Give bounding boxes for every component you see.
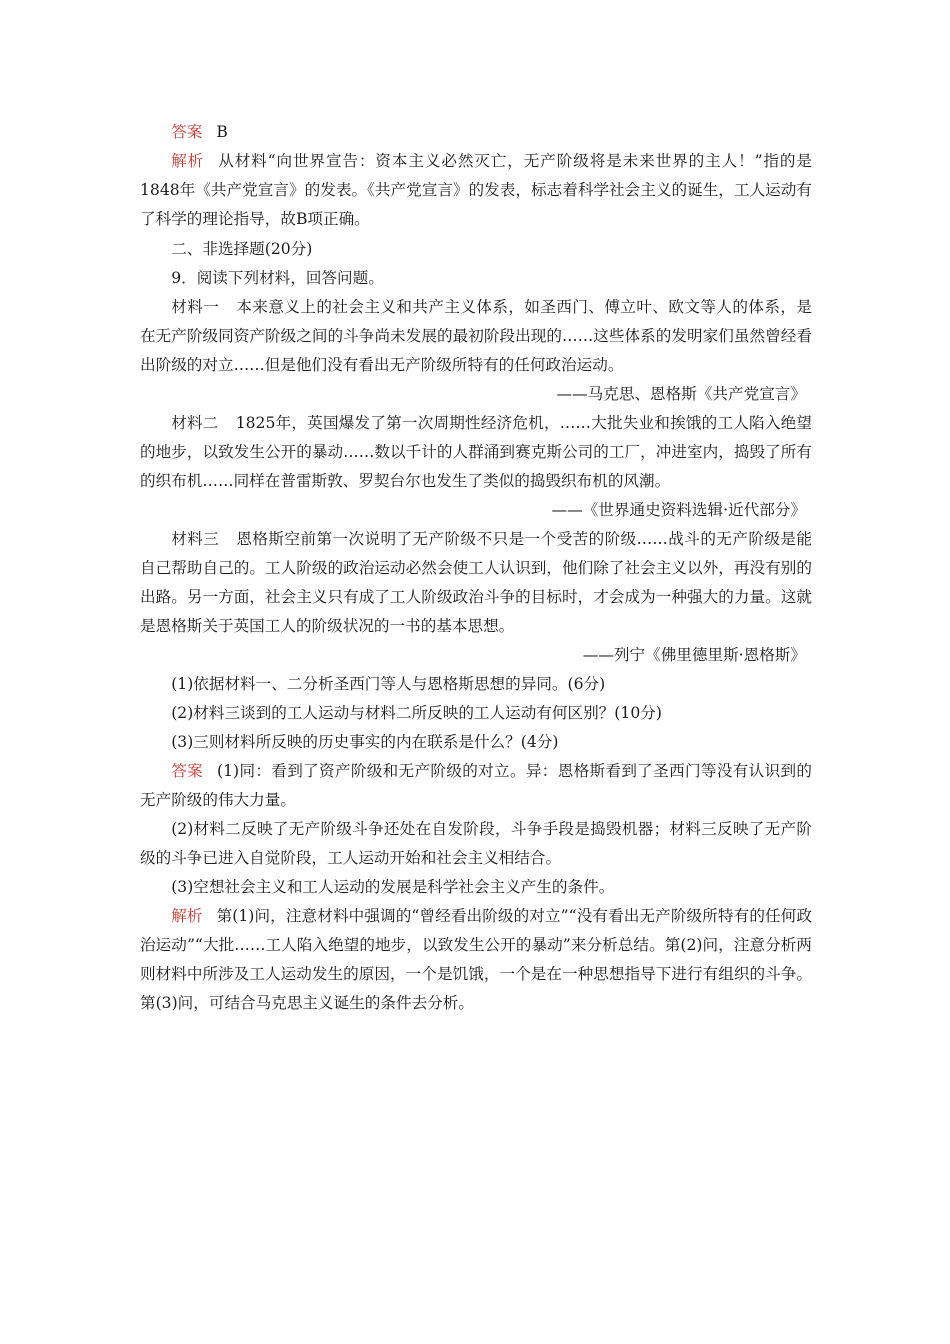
answer-label: 答案 bbox=[171, 762, 204, 780]
analysis-text: 第(1)问，注意材料中强调的“曾经看出阶级的对立”“没有看出无产阶级所特有的任何政治运动”“大批……工人陷入绝望的地步，以致发生公开的暴动”来分析总结。第(2)问，注意分析两则材料中所涉及工人运动发生的原因，一个是饥饿，一个是在一种思想指导下进行有组织的斗争。第(3)问，可结合马克思主义诞生的条件去分析。 bbox=[140, 907, 812, 1012]
question-item: (3)三则材料所反映的历史事实的内在联系是什么？(4分) bbox=[171, 733, 559, 751]
answer-text: (1)同：看到了资产阶级和无产阶级的对立。异：恩格斯看到了圣西门等没有认识到的无产阶级的伟大力量。 bbox=[140, 762, 812, 809]
answer-item-1 bbox=[140, 757, 812, 815]
material-text: 恩格斯空前第一次说明了无产阶级不只是一个受苦的阶级……战斗的无产阶级是能自己帮助自己的。工人阶级的政治运动必然会使工人认识到，他们除了社会主义以外，再没有别的出路。另一方面，社会主义只有成了工人阶级政治斗争的目标时，才会成为一种强大的力量。这就是恩格斯关于英国工人的阶级状况的一书的基本思想。 bbox=[140, 530, 812, 635]
material-label: 材料三 bbox=[171, 530, 220, 548]
material-text: 1825年，英国爆发了第一次周期性经济危机，……大批失业和挨饿的工人陷入绝望的地步，以致发生公开的暴动……数以千计的人群涌到赛克斯公司的工厂，冲进室内，捣毁了所有的织布机……同样在普雷斯敦、罗契台尔也发生了类似的捣毁织布机的风潮。 bbox=[140, 414, 812, 490]
answer-value: B bbox=[216, 123, 228, 141]
analysis-label: 解析 bbox=[171, 907, 203, 925]
material-label: 材料一 bbox=[171, 298, 220, 316]
analysis-paragraph-1 bbox=[140, 147, 812, 234]
material-label: 材料二 bbox=[171, 414, 219, 432]
analysis-text: 从材料“向世界宣告：资本主义必然灭亡，无产阶级将是未来世界的主人！”指的是1848年《共产党宣言》的发表。《共产党宣言》的发表，标志着科学社会主义的诞生，工人运动有了科学的理论指导，故B项正确。 bbox=[140, 152, 812, 228]
material-text: 本来意义上的社会主义和共产主义体系，如圣西门、傅立叶、欧文等人的体系，是在无产阶级同资产阶级之间的斗争尚未发展的最初阶段出现的……这些体系的发明家们虽然曾经看出阶级的对立……但是他们没有看出无产阶级所特有的任何政治运动。 bbox=[140, 298, 812, 374]
material-2 bbox=[140, 409, 812, 496]
material-source: ——马克思、恩格斯《共产党宣言》 bbox=[556, 385, 806, 403]
question-item: (1)依据材料一、二分析圣西门等人与恩格斯思想的异同。(6分) bbox=[171, 675, 606, 693]
answer-item-2: (2)材料二反映了无产阶级斗争还处在自发阶段，斗争手段是捣毁机器；材料三反映了无产阶级的斗争已进入自觉阶段，工人运动开始和社会主义相结合。 bbox=[140, 820, 812, 867]
answer-label: 答案 bbox=[171, 123, 203, 141]
material-1 bbox=[140, 293, 812, 380]
question-item: (2)材料三谈到的工人运动与材料二所反映的工人运动有何区别？(10分) bbox=[171, 704, 662, 722]
material-source: ——《世界通史资料选辑·近代部分》 bbox=[551, 501, 806, 519]
question-intro: 9．阅读下列材料，回答问题。 bbox=[171, 269, 384, 287]
analysis-paragraph-2 bbox=[140, 902, 812, 1018]
material-source: ——列宁《佛里德里斯·恩格斯》 bbox=[582, 646, 806, 664]
material-3 bbox=[140, 525, 812, 641]
answer-line-1 bbox=[140, 118, 812, 147]
section-heading: 二、非选择题(20分) bbox=[171, 240, 313, 258]
analysis-label: 解析 bbox=[171, 152, 205, 170]
document-page bbox=[140, 118, 812, 1018]
answer-item-3: (3)空想社会主义和工人运动的发展是科学社会主义产生的条件。 bbox=[171, 878, 615, 896]
